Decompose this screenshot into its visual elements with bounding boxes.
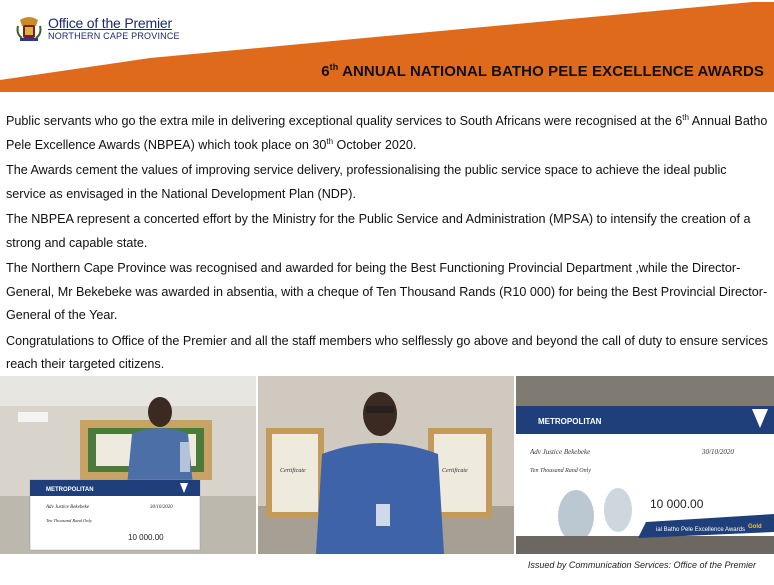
province-name: NORTHERN CAPE PROVINCE xyxy=(48,30,180,41)
paragraph-3: The NBPEA represent a concerted effort by the Ministry for the Public Service and Administration (MPSA) to intensify the creation of a strong and capable state. xyxy=(6,212,751,250)
cheque1-payee: Adv Justice Bekebeke xyxy=(46,505,90,510)
issued-by-credit: Issued by Communication Services: Office of the Premier xyxy=(527,560,756,570)
title-ordinal: 6 xyxy=(321,63,330,80)
paragraph-1 xyxy=(6,110,768,157)
award-banner-tag: Gold xyxy=(748,524,762,530)
photo-strip xyxy=(0,376,774,554)
cert-left-title: Certificate xyxy=(280,468,306,474)
cheque2-date: 30/10/2020 xyxy=(702,448,734,456)
cheque2-payee: Adv Justice Bekebeke xyxy=(530,448,591,456)
article-body xyxy=(6,110,768,377)
p1-sup-b: th xyxy=(326,136,334,146)
title-text: ANNUAL NATIONAL BATHO PELE EXCELLENCE AWARDS xyxy=(338,63,764,80)
coat-of-arms-icon xyxy=(16,14,42,42)
paragraph-2: The Awards cement the values of improving service delivery, professionalising the public service space to achieve the ideal public service as envisaged in the National Development Plan (NDP). xyxy=(6,163,727,201)
paragraph-4: The Northern Cape Province was recognised and awarded for being the Best Functioning Provincial Department ,while the Director-General, Mr Bekebeke was awarded in absentia, with a cheque of Ten Thousand Rands (R10 000) for being the Best Provincial Director-General of the Year. xyxy=(6,261,768,322)
office-logo xyxy=(16,14,180,42)
p1-sup-a: th xyxy=(682,113,689,122)
p1-part-a: Public servants who go the extra mile in delivering exceptional quality services to South Africans were recognised at the 6 xyxy=(6,114,683,128)
photo-trophy-portrait xyxy=(258,376,514,554)
cheque1-brand: METROPOLITAN xyxy=(46,487,94,493)
page-header xyxy=(0,0,774,92)
office-name: Office of the Premier xyxy=(48,14,172,31)
photo-cheque-presentation xyxy=(0,376,256,554)
cheque1-date: 30/10/2020 xyxy=(150,505,173,510)
award-banner-text: ial Batho Pele Excellence Awards xyxy=(656,527,745,533)
photo-cheque-closeup xyxy=(516,376,774,554)
page-title xyxy=(321,62,764,80)
title-ordinal-suffix: th xyxy=(329,62,339,72)
cheque1-words: Ten Thousand Rand Only xyxy=(46,518,92,523)
cert-right-title: Certificate xyxy=(442,468,468,474)
cheque2-brand: METROPOLITAN xyxy=(538,417,602,426)
cheque2-amount: 10 000.00 xyxy=(650,497,704,511)
cheque2-words: Ten Thousand Rand Only xyxy=(530,468,591,474)
paragraph-5: Congratulations to Office of the Premier and all the staff members who selflessly go above and beyond the call of duty to ensure services reach their targeted citizens. xyxy=(6,333,768,371)
p1-part-c: October 2020. xyxy=(333,137,417,152)
cheque1-amount: 10 000.00 xyxy=(128,533,164,542)
p1-part-b: Annual Batho Pele Excellence Awards (NBPEA) which took place on 30 xyxy=(6,114,768,152)
